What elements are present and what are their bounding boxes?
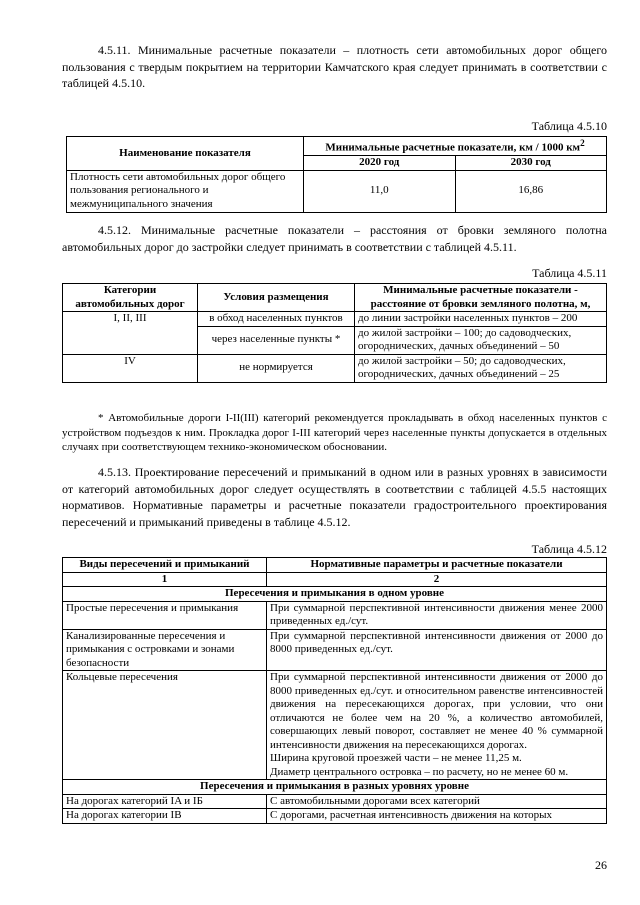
table-row: Канализированные пересечения и примыкания с островками и зонами безопасности При суммарной перспективной интенсивности движения от 2000 до 8000 приведенных ед./сут. (63, 629, 607, 671)
table-header: Виды пересечений и примыканий (63, 558, 267, 573)
table-header: Минимальные расчетные показатели - расстояние от бровки земляного полотна, м, (355, 284, 607, 312)
section-row: Пересечения и примыкания в разных уровнях уровне (63, 780, 607, 795)
table-header: Категории автомобильных дорог (63, 284, 198, 312)
page-number: 26 (595, 858, 607, 872)
table-4-5-11 (62, 283, 607, 383)
paragraph-4-5-12: 4.5.12. Минимальные расчетные показатели – расстояния от бровки земляного полотна автомобильных дорог до застройки следует принимать в соответствии с таблицей 4.5.11. (62, 223, 607, 254)
section-row: Пересечения и примыкания в одном уровне (63, 587, 607, 602)
table-header: 2030 год (455, 156, 607, 171)
table-row: IV не нормируется до жилой застройки – 50; до садоводческих, огороднических, дачных объединений – 25 (63, 354, 607, 382)
paragraph-4-5-11: 4.5.11. Минимальные расчетные показатели – плотность сети автомобильных дорог общего пользования с твердым покрытием на территории Камчатского края следует принимать в соответствии с таблицей 4.5.10. (62, 43, 607, 90)
table-row: Простые пересечения и примыкания При суммарной перспективной интенсивности движения менее 2000 приведенных ед./сут. (63, 601, 607, 629)
table-4-5-10 (66, 136, 607, 213)
table-header: Условия размещения (198, 284, 355, 312)
table-row: На дорогах категории IВ С дорогами, расчетная интенсивность движения на которых (63, 809, 607, 824)
table-header: Минимальные расчетные показатели, км / 1000 $км^2$ (304, 137, 607, 156)
paragraph-4-5-13: 4.5.13. Проектирование пересечений и примыканий в одном или в разных уровнях в зависимости от категорий автомобильных дорог следует осуществлять в соответствии с таблицей 4.5.5 настоящих нормативов. Нормативные параметры и расчетные показатели градостроительного проектирования пересечений и примыканий приведены в таблице 4.5.12. (62, 465, 607, 529)
table-row: Плотность сети автомобильных дорог общего пользования регионального и межмуниципального значения 11,0 16,86 (67, 170, 607, 212)
table-caption-4-5-10: Таблица 4.5.10 (531, 119, 607, 133)
table-header: Нормативные параметры и расчетные показатели (267, 558, 607, 573)
table-row: Кольцевые пересечения При суммарной перспективной интенсивности движения от 2000 до 8000 приведенных ед./сут. и относительном равенстве интенсивностей движения на пересекающихся дорогах, при условии, что они отличаются не более чем на 20 %, а количество автомобилей, совершающих левый поворот, составляет не менее 40 % суммарной интенсивности движения на пересекающихся дорогах. Ширина круговой проезжей части – не менее 11,25 м. Диаметр центрального островка – по расчету, но не менее 60 м. (63, 671, 607, 780)
table-caption-4-5-12: Таблица 4.5.12 (531, 542, 607, 556)
table-row: На дорогах категорий IA и IБ С автомобильными дорогами всех категорий (63, 794, 607, 809)
table-caption-4-5-11: Таблица 4.5.11 (532, 266, 607, 280)
footnote: * Автомобильные дороги I-II(III) категорий рекомендуется прокладывать в обход населенных пунктов с устройством подъездов к ним. Прокладка дорог I-III категорий через населенные пункты допускается в отдельных случаях при соответствующем технико-экономическом обосновании. (62, 412, 607, 453)
table-row: через населенные пункты * до жилой застройки – 100; до садоводческих, огороднических, дачных объединений – 50 (63, 326, 607, 354)
table-row: I, II, III в обход населенных пунктов до линии застройки населенных пунктов – 200 (63, 312, 607, 327)
table-header: Наименование показателя (67, 137, 304, 171)
table-header: 2020 год (304, 156, 456, 171)
table-4-5-12: Виды пересечений и примыканий Нормативные параметры и расчетные показатели 1 2 Пересечения и примыкания в одном уровне Простые пересечения и примыкания При суммарной перспективной интенсивности движения менее 2000 приведенных ед./сут. Канализированные пересечения и примыкания с островками и зонами безопасности При суммарной перспективной интенсивности движения от 2000 до 8000 приведенных ед./сут. Кольцевые пересечения При суммарной перспективной интенсивности движения от 2000 до 8000 приведенных ед./сут. и относительном равенстве интенсивностей движения на пересекающихся дорогах, при условии, что они отличаются не более чем на 20 %, а количество автомобилей, совершающих левый поворот, составляет не менее 40 % суммарной интенсивности движения на пересекающихся дорогах. Ширина круговой проезжей части – не менее 11,25 м. Диаметр центрального островка – по расчету, но не менее 60 м. Пересечения и примыкания в разных уровнях уровне На дорогах категорий IA и IБ С автомобильными дорогами всех категорий На дорогах категории IВ С дорогами, расчетная интенсивность движения на которых (62, 557, 607, 824)
